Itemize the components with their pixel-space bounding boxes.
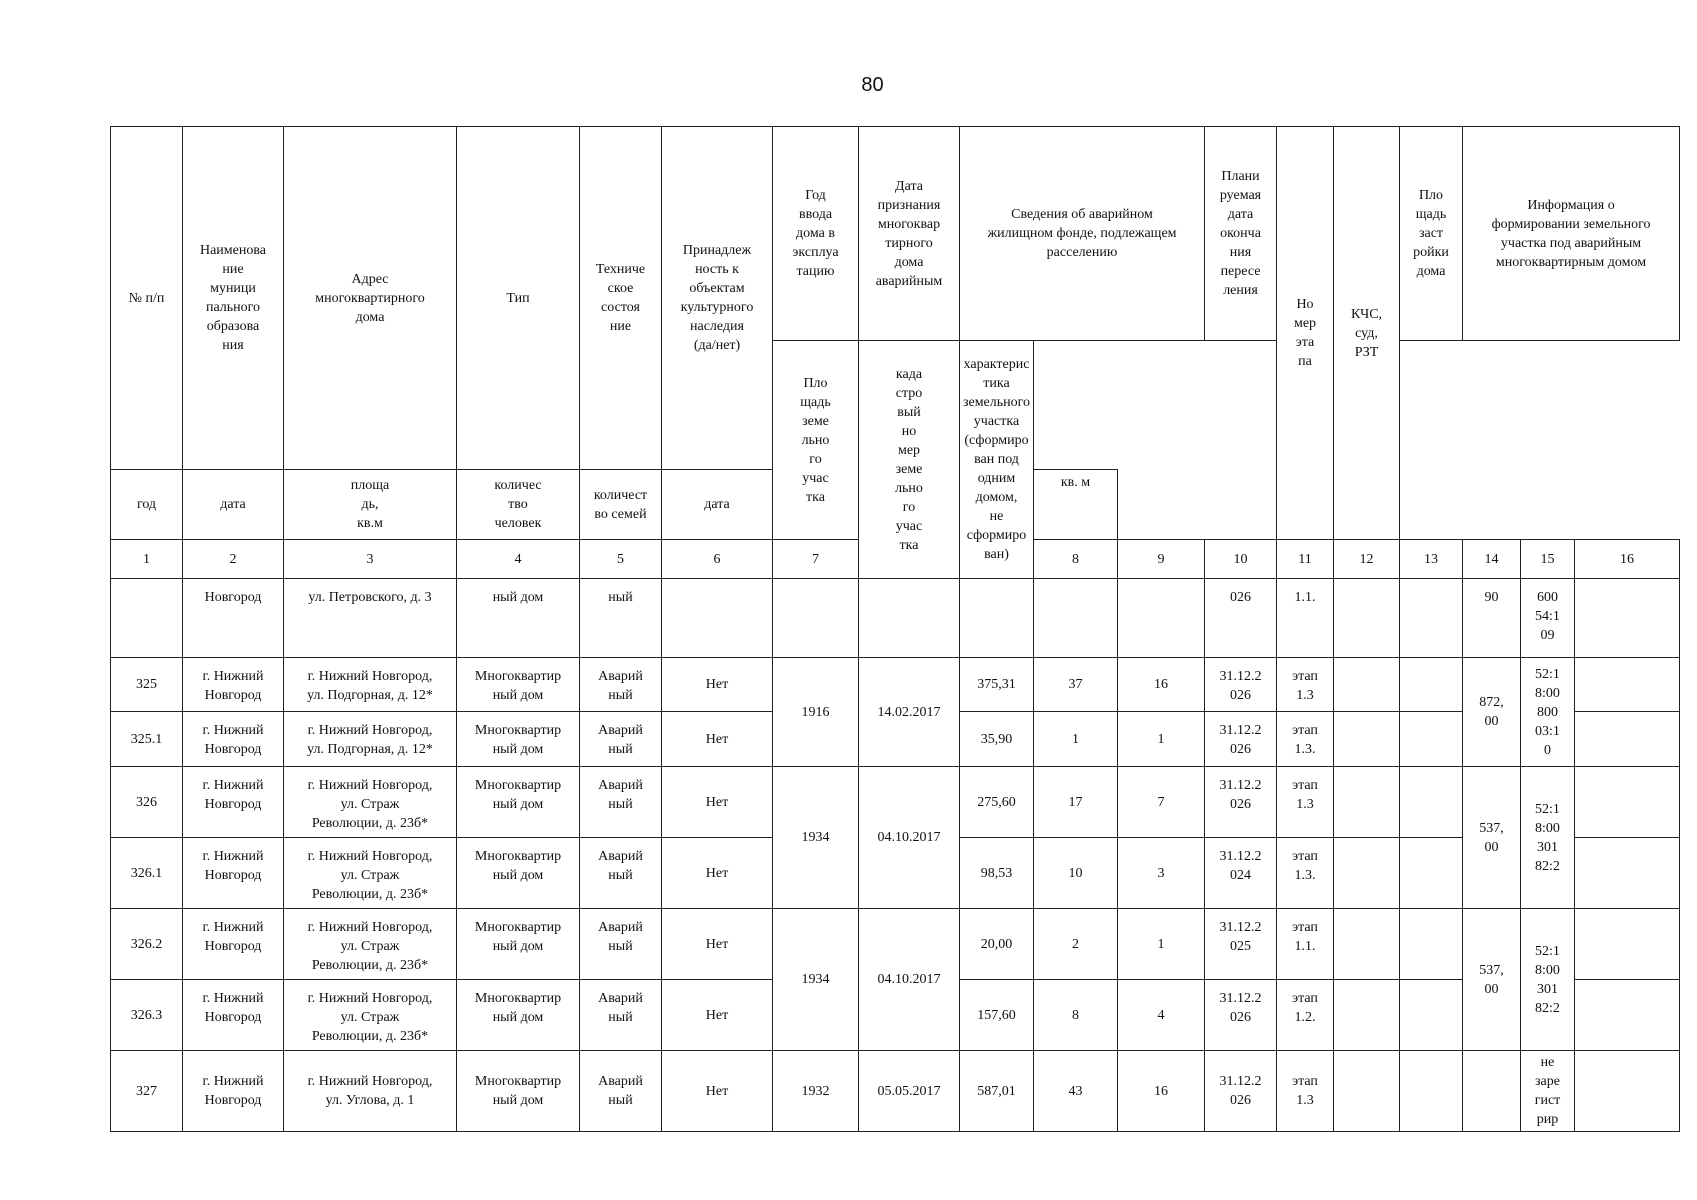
cell-end-date: 31.12.2 024 bbox=[1205, 838, 1277, 909]
header-number-cell: 13 bbox=[1400, 540, 1463, 579]
header-number-cell: 16 bbox=[1575, 540, 1680, 579]
cell-end-date: 31.12.2 025 bbox=[1205, 909, 1277, 980]
header-number-cell: 2 bbox=[183, 540, 284, 579]
cell-heritage: Нет bbox=[662, 838, 773, 909]
cell-land-area: 90 bbox=[1463, 579, 1521, 658]
cell-municipality: г. Нижний Новгород bbox=[183, 1051, 284, 1132]
header-number-cell: 9 bbox=[1118, 540, 1205, 579]
cell-building-area bbox=[1400, 712, 1463, 767]
header-number: № п/п bbox=[111, 127, 183, 470]
cell-heritage: Нет bbox=[662, 712, 773, 767]
cell-cadastral: 52:1 8:00 800 03:1 0 bbox=[1521, 658, 1575, 767]
header-commission-year: Год ввода дома в эксплуа тацию bbox=[773, 127, 859, 341]
cell-state: Аварий ный bbox=[580, 909, 662, 980]
cell-area: 375,31 bbox=[960, 658, 1034, 712]
cell-kchs bbox=[1334, 579, 1400, 658]
cell-number: 326.3 bbox=[111, 980, 183, 1051]
subheader-date: дата bbox=[183, 470, 284, 540]
cell-land-area: 537, 00 bbox=[1463, 767, 1521, 909]
cell-heritage bbox=[662, 579, 773, 658]
header-land-area: Пло щадь земе льно го учас тка bbox=[773, 341, 859, 540]
cell-kchs bbox=[1334, 909, 1400, 980]
cell-area bbox=[960, 579, 1034, 658]
cell-land-character bbox=[1575, 579, 1680, 658]
cell-people: 37 bbox=[1034, 658, 1118, 712]
cell-date: 04.10.2017 bbox=[859, 909, 960, 1051]
cell-families: 1 bbox=[1118, 909, 1205, 980]
cell-heritage: Нет bbox=[662, 658, 773, 712]
header-number-cell: 5 bbox=[580, 540, 662, 579]
cell-families: 3 bbox=[1118, 838, 1205, 909]
cell-type: ный дом bbox=[457, 579, 580, 658]
cell-state: Аварий ный bbox=[580, 712, 662, 767]
header-number-cell: 15 bbox=[1521, 540, 1575, 579]
cell-address: г. Нижний Новгород, ул. Подгорная, д. 12* bbox=[284, 658, 457, 712]
header-number-cell: 7 bbox=[773, 540, 859, 579]
cell-land-area bbox=[1463, 1051, 1521, 1132]
cell-number: 327 bbox=[111, 1051, 183, 1132]
header-kchs: КЧС, суд, РЗТ bbox=[1334, 127, 1400, 540]
cell-kchs bbox=[1334, 712, 1400, 767]
cell-building-area bbox=[1400, 579, 1463, 658]
cell-land-character bbox=[1575, 658, 1680, 712]
header-number-cell: 3 bbox=[284, 540, 457, 579]
cell-stage: этап 1.3. bbox=[1277, 838, 1334, 909]
cell-people: 43 bbox=[1034, 1051, 1118, 1132]
cell-year: 1932 bbox=[773, 1051, 859, 1132]
cell-number bbox=[111, 579, 183, 658]
table-row bbox=[111, 909, 1680, 980]
cell-municipality: Новгород bbox=[183, 579, 284, 658]
cell-building-area bbox=[1400, 658, 1463, 712]
cell-land-character bbox=[1575, 767, 1680, 838]
cell-end-date: 31.12.2 026 bbox=[1205, 712, 1277, 767]
cell-type: Многоквартир ный дом bbox=[457, 712, 580, 767]
cell-cadastral: не заре гист рир bbox=[1521, 1051, 1575, 1132]
cell-families: 16 bbox=[1118, 658, 1205, 712]
cell-year: 1934 bbox=[773, 909, 859, 1051]
cell-kchs bbox=[1334, 980, 1400, 1051]
header-planned-end: Плани руемая дата оконча ния пересе ления bbox=[1205, 127, 1277, 341]
cell-type: Многоквартир ный дом bbox=[457, 1051, 580, 1132]
subheader-end-date: дата bbox=[662, 470, 773, 540]
header-number-cell: 8 bbox=[1034, 540, 1118, 579]
cell-cadastral: 52:1 8:00 301 82:2 bbox=[1521, 767, 1575, 909]
cell-type: Многоквартир ный дом bbox=[457, 767, 580, 838]
cell-building-area bbox=[1400, 909, 1463, 980]
cell-number: 326.1 bbox=[111, 838, 183, 909]
header-land-character: характерис тика земельного участка (сформиро ван под одним домом, не сформиро ван) bbox=[960, 341, 1034, 579]
cell-end-date: 31.12.2 026 bbox=[1205, 767, 1277, 838]
cell-heritage: Нет bbox=[662, 909, 773, 980]
cell-stage: этап 1.3. bbox=[1277, 712, 1334, 767]
cell-area: 35,90 bbox=[960, 712, 1034, 767]
cell-land-area: 872, 00 bbox=[1463, 658, 1521, 767]
cell-people: 2 bbox=[1034, 909, 1118, 980]
cell-stage: этап 1.3 bbox=[1277, 767, 1334, 838]
subheader-area: площа дь, кв.м bbox=[284, 470, 457, 540]
cell-type: Многоквартир ный дом bbox=[457, 980, 580, 1051]
cell-state: Аварий ный bbox=[580, 1051, 662, 1132]
cell-building-area bbox=[1400, 980, 1463, 1051]
cell-land-character bbox=[1575, 838, 1680, 909]
header-land-info: Информация о формировании земельного участка под аварийным многоквартирным домом bbox=[1463, 127, 1680, 341]
cell-area: 20,00 bbox=[960, 909, 1034, 980]
cell-heritage: Нет bbox=[662, 980, 773, 1051]
cell-land-character bbox=[1575, 712, 1680, 767]
cell-municipality: г. Нижний Новгород bbox=[183, 838, 284, 909]
cell-families: 4 bbox=[1118, 980, 1205, 1051]
cell-municipality: г. Нижний Новгород bbox=[183, 980, 284, 1051]
cell-number: 325 bbox=[111, 658, 183, 712]
cell-building-area bbox=[1400, 1051, 1463, 1132]
cell-state: Аварий ный bbox=[580, 838, 662, 909]
cell-municipality: г. Нижний Новгород bbox=[183, 767, 284, 838]
cell-address: г. Нижний Новгород, ул. Страж Революции, д. 23б* bbox=[284, 909, 457, 980]
cell-cadastral: 600 54:1 09 bbox=[1521, 579, 1575, 658]
cell-cadastral: 52:1 8:00 301 82:2 bbox=[1521, 909, 1575, 1051]
header-address: Адрес многоквартирного дома bbox=[284, 127, 457, 470]
cell-number: 326.2 bbox=[111, 909, 183, 980]
cell-address: ул. Петровского, д. 3 bbox=[284, 579, 457, 658]
cell-end-date: 31.12.2 026 bbox=[1205, 658, 1277, 712]
cell-people: 8 bbox=[1034, 980, 1118, 1051]
table-row bbox=[111, 767, 1680, 838]
cell-state: Аварий ный bbox=[580, 767, 662, 838]
cell-families: 1 bbox=[1118, 712, 1205, 767]
cell-heritage: Нет bbox=[662, 767, 773, 838]
emergency-housing-table bbox=[110, 126, 1680, 1132]
cell-state: Аварий ный bbox=[580, 658, 662, 712]
header-tech-state: Техниче ское состоя ние bbox=[580, 127, 662, 470]
cell-area: 275,60 bbox=[960, 767, 1034, 838]
cell-families: 16 bbox=[1118, 1051, 1205, 1132]
cell-municipality: г. Нижний Новгород bbox=[183, 658, 284, 712]
cell-area: 157,60 bbox=[960, 980, 1034, 1051]
header-number-cell: 11 bbox=[1277, 540, 1334, 579]
cell-families bbox=[1118, 579, 1205, 658]
cell-year bbox=[773, 579, 859, 658]
cell-area: 587,01 bbox=[960, 1051, 1034, 1132]
cell-number: 325.1 bbox=[111, 712, 183, 767]
cell-year: 1934 bbox=[773, 767, 859, 909]
header-heritage: Принадлеж ность к объектам культурного наследия (да/нет) bbox=[662, 127, 773, 470]
table-row bbox=[111, 658, 1680, 712]
header-stage-number: Но мер эта па bbox=[1277, 127, 1334, 540]
cell-number: 326 bbox=[111, 767, 183, 838]
cell-kchs bbox=[1334, 767, 1400, 838]
header-emergency-fund: Сведения об аварийном жилищном фонде, подлежащем расселению bbox=[960, 127, 1205, 341]
cell-land-character bbox=[1575, 909, 1680, 980]
cell-date: 04.10.2017 bbox=[859, 767, 960, 909]
cell-date: 05.05.2017 bbox=[859, 1051, 960, 1132]
cell-land-character bbox=[1575, 980, 1680, 1051]
cell-kchs bbox=[1334, 838, 1400, 909]
header-type: Тип bbox=[457, 127, 580, 470]
table-row bbox=[111, 579, 1680, 658]
subheader-year: год bbox=[111, 470, 183, 540]
cell-end-date: 31.12.2 026 bbox=[1205, 980, 1277, 1051]
header-number-cell: 6 bbox=[662, 540, 773, 579]
cell-people: 17 bbox=[1034, 767, 1118, 838]
cell-families: 7 bbox=[1118, 767, 1205, 838]
cell-stage: этап 1.3 bbox=[1277, 658, 1334, 712]
cell-area: 98,53 bbox=[960, 838, 1034, 909]
cell-building-area bbox=[1400, 767, 1463, 838]
cell-state: Аварий ный bbox=[580, 980, 662, 1051]
header-emergency-date: Дата признания многоквар тирного дома аварийным bbox=[859, 127, 960, 341]
page-number: 80 bbox=[861, 74, 884, 96]
header-municipality: Наименова ние муници пального образова ния bbox=[183, 127, 284, 470]
cell-people: 10 bbox=[1034, 838, 1118, 909]
cell-address: г. Нижний Новгород, ул. Страж Революции, д. 23б* bbox=[284, 838, 457, 909]
cell-date bbox=[859, 579, 960, 658]
cell-state: ный bbox=[580, 579, 662, 658]
header-number-cell: 14 bbox=[1463, 540, 1521, 579]
header-number-cell: 4 bbox=[457, 540, 580, 579]
cell-address: г. Нижний Новгород, ул. Углова, д. 1 bbox=[284, 1051, 457, 1132]
cell-heritage: Нет bbox=[662, 1051, 773, 1132]
cell-year: 1916 bbox=[773, 658, 859, 767]
cell-end-date: 026 bbox=[1205, 579, 1277, 658]
cell-people: 1 bbox=[1034, 712, 1118, 767]
cell-address: г. Нижний Новгород, ул. Страж Революции, д. 23б* bbox=[284, 767, 457, 838]
cell-end-date: 31.12.2 026 bbox=[1205, 1051, 1277, 1132]
cell-type: Многоквартир ный дом bbox=[457, 909, 580, 980]
cell-land-area: 537, 00 bbox=[1463, 909, 1521, 1051]
header-building-area: Пло щадь заст ройки дома bbox=[1400, 127, 1463, 341]
header-number-cell: 10 bbox=[1205, 540, 1277, 579]
cell-address: г. Нижний Новгород, ул. Страж Революции, д. 23б* bbox=[284, 980, 457, 1051]
cell-date: 14.02.2017 bbox=[859, 658, 960, 767]
cell-kchs bbox=[1334, 658, 1400, 712]
cell-address: г. Нижний Новгород, ул. Подгорная, д. 12* bbox=[284, 712, 457, 767]
table-body bbox=[111, 127, 1680, 1132]
subheader-families: количест во семей bbox=[580, 470, 662, 540]
table-row bbox=[111, 1051, 1680, 1132]
header-number-cell: 1 bbox=[111, 540, 183, 579]
cell-people bbox=[1034, 579, 1118, 658]
cell-stage: этап 1.3 bbox=[1277, 1051, 1334, 1132]
cell-stage: этап 1.1. bbox=[1277, 909, 1334, 980]
header-cadastral: када стро вый но мер земе льно го учас тка bbox=[859, 341, 960, 579]
cell-land-character bbox=[1575, 1051, 1680, 1132]
cell-municipality: г. Нижний Новгород bbox=[183, 712, 284, 767]
cell-stage: этап 1.2. bbox=[1277, 980, 1334, 1051]
cell-kchs bbox=[1334, 1051, 1400, 1132]
cell-type: Многоквартир ный дом bbox=[457, 658, 580, 712]
cell-stage: 1.1. bbox=[1277, 579, 1334, 658]
subheader-building-area-unit: кв. м bbox=[1034, 470, 1118, 540]
cell-municipality: г. Нижний Новгород bbox=[183, 909, 284, 980]
cell-type: Многоквартир ный дом bbox=[457, 838, 580, 909]
header-number-cell: 12 bbox=[1334, 540, 1400, 579]
cell-building-area bbox=[1400, 838, 1463, 909]
subheader-people: количес тво человек bbox=[457, 470, 580, 540]
